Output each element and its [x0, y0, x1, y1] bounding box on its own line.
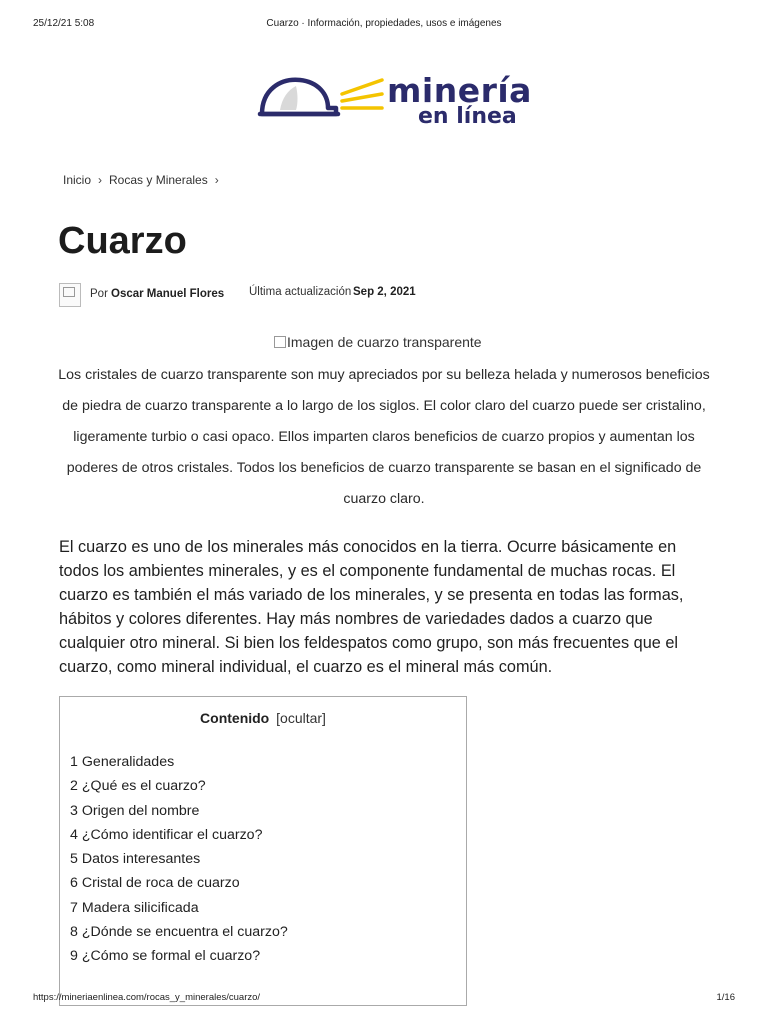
- toc-header: [60, 710, 466, 726]
- updated-label: Última actualización: [249, 286, 352, 298]
- page-title: Cuarzo: [58, 220, 187, 262]
- logo-word-mineria: minería: [387, 71, 532, 110]
- toc-item[interactable]: 6 Cristal de roca de cuarzo: [70, 875, 240, 892]
- site-logo[interactable]: [256, 68, 532, 138]
- intro-paragraph: El cuarzo es uno de los minerales más conocidos en la tierra. Ocurre básicamente en todos los ambientes minerales, y es el componente fundamental de muchas rocas. El cuarzo es también el más variado de los minerales, y se presenta en todas las formas, hábitos y colores diferentes. Hay más nombres de variedades dados a cuarzo que cualquier otro mineral. Si bien los feldespatos como grupo, son más frecuentes que el cuarzo, como mineral individual, el cuarzo es el mineral más común.: [59, 538, 684, 676]
- toc-toggle-link[interactable]: [ocultar]: [276, 710, 326, 726]
- toc-item[interactable]: 9 ¿Cómo se formal el cuarzo?: [70, 948, 261, 965]
- article-meta: [59, 283, 659, 309]
- broken-image-icon: [274, 336, 286, 348]
- updated-date: Sep 2, 2021: [353, 286, 416, 298]
- author-name-link[interactable]: Oscar Manuel Flores: [111, 288, 225, 300]
- helmet-with-light-icon: [256, 68, 386, 130]
- breadcrumb-rocas-link[interactable]: Rocas y Minerales: [109, 173, 208, 187]
- broken-image-icon: [63, 287, 75, 297]
- table-of-contents: [59, 696, 467, 1006]
- breadcrumb-separator: ›: [214, 173, 219, 187]
- toc-item[interactable]: 1 Generalidades: [70, 754, 175, 770]
- toc-item[interactable]: 4 ¿Cómo identificar el cuarzo?: [70, 826, 263, 843]
- image-caption: Los cristales de cuarzo transparente son muy apreciados por su belleza helada y numerosos beneficios de piedra de cuarzo transparente a lo largo de los siglos. El color claro del cuarzo puede ser cristalino, ligeramente turbio o casi opaco. Ellos imparten claros beneficios de cuarzo propios y aumentan los poderes de otros cristales. Todos los beneficios de cuarzo transparente se basan en el significado de cuarzo claro.: [58, 367, 710, 507]
- print-page-number: 1/16: [716, 992, 735, 1003]
- author-avatar[interactable]: [59, 283, 81, 307]
- breadcrumb-home-link[interactable]: Inicio: [63, 173, 92, 187]
- toc-item[interactable]: 3 Origen del nombre: [70, 802, 200, 819]
- by-label: Por: [90, 288, 108, 300]
- print-title: Cuarzo · Información, propiedades, usos e imágenes: [266, 18, 502, 29]
- toc-item[interactable]: 2 ¿Qué es el cuarzo?: [70, 778, 206, 795]
- toc-list: [70, 750, 288, 969]
- toc-item[interactable]: 5 Datos interesantes: [70, 851, 201, 868]
- print-url: https://mineriaenlinea.com/rocas_y_minerales/cuarzo/: [33, 992, 261, 1003]
- logo-word-en-linea: en línea: [418, 104, 517, 129]
- image-alt-text: Imagen de cuarzo transparente: [287, 334, 482, 350]
- toc-item[interactable]: 8 ¿Dónde se encuentra el cuarzo?: [70, 924, 288, 941]
- toc-item[interactable]: 7 Madera silicificada: [70, 899, 199, 916]
- breadcrumb: [63, 173, 226, 187]
- toc-title: Contenido: [200, 710, 270, 726]
- article-image: [274, 334, 482, 350]
- print-date: 25/12/21 5:08: [33, 18, 95, 29]
- breadcrumb-separator: ›: [98, 173, 103, 187]
